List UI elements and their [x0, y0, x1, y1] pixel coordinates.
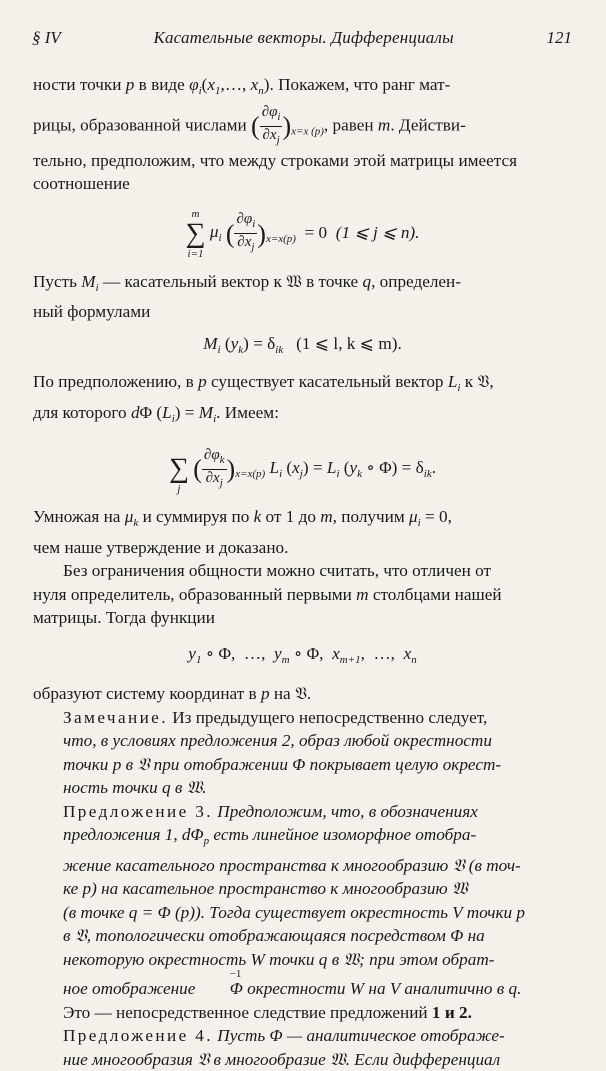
equation-functions: $y_1$ ∘ Φ, …, $y_m$ ∘ Φ, $x_{m+1}$, …, $x_n$ [188, 643, 417, 666]
equation-sum-j: ∑ j ( $\frac{\partial\varphi_k}{\partial x_j}$ )$_{x=x(p)}$ $L_i$ $(x_j) = L_i$ ($y_k$ ∘ $\Phi) = \delta_{ik}$. [168, 446, 437, 495]
text-line: По предположению, в p существует касательный вектор $L_i$ к 𝔙, [33, 372, 494, 394]
section-number: § IV [32, 28, 61, 47]
proposition-3: Предложение 3. Предположим, что, в обозначениях предложения 1, $d\Phi_p$ есть линейное изоморфное отобра- жение касательного пространства к многообразию 𝔙 (в точ- ке p) на касательное пространство к многообразию 𝔚 (в точке q = Φ (p)). Тогда существует окрестность V точки p в 𝔙, топологически отображающаяся посредством Φ на некоторую окрестность W точки q в 𝔚; при этом обрат- ное отображение Φ −1 окрестности W на V аналитично в q. [63, 801, 526, 998]
text-line: тельно, предположим, что между строками этой матрицы имеется [33, 150, 518, 170]
consequence: Это — непосредственное следствие предложений 1 и 2. [63, 1002, 472, 1022]
text-line: для которого dΦ $(L_i) = M_i$. Имеем: [33, 402, 279, 425]
text-line: чем наше утверждение и доказано. [33, 537, 289, 557]
equation-sum-mu: m ∑ i=1 $\mu_i$ ( $\frac{\partial\varphi_i}{\partial x_j}$ )$_{x=x(p)} = 0$ (1 ⩽ j ⩽ n). [185, 207, 420, 260]
text-line: соотношение [33, 174, 130, 193]
equation-M: $M_i$ $(y_k) = \delta_{ik}$ (1 ⩽ l, k ⩽ m). [203, 333, 402, 356]
proposition-4: Предложение 4. Пусть Φ — аналитическое отображе- ние многообразия 𝔙 в многообразие 𝔚. Если дифференциал [63, 1026, 505, 1069]
remark: Замечание. Из предыдущего непосредственно следует, что, в условиях предложения 2, образ любой окрестности точки p в 𝔙 при отображении Φ покрывает целую окрест- ность точки q в 𝔚. [63, 707, 502, 797]
page-body [33, 73, 572, 1071]
text-line: Без ограничения общности можно считать, что отличен от [63, 561, 492, 580]
text-line: ности точки p в виде $\varphi_i(x_1,\dots$, $x_n$). Покажем, что ранг мат- [33, 75, 451, 97]
text-line: образуют систему координат в p на 𝔙. [33, 684, 312, 703]
running-header [32, 28, 572, 54]
text-line: рицы, образованной числами ( $\frac{\partial\varphi_i}{\partial x_j}$ )$_{x=x (p)}$, равен m. Действи- [33, 103, 466, 146]
text-line: Пусть $M_i$ — касательный вектор к 𝔚 в точке q, определен- [33, 271, 461, 294]
page-number: 121 [546, 28, 572, 47]
text-line: матрицы. Тогда функции [33, 608, 215, 627]
text-line: ный формулами [33, 302, 151, 321]
chapter-title: Касательные векторы. Дифференциалы [153, 28, 454, 47]
text-line: нуля определитель, образованный первыми m столбцами нашей [33, 584, 502, 604]
text-line: Умножая на $\mu_k$ и суммируя по k от 1 до m, получим $\mu_i = 0$, [33, 507, 452, 529]
